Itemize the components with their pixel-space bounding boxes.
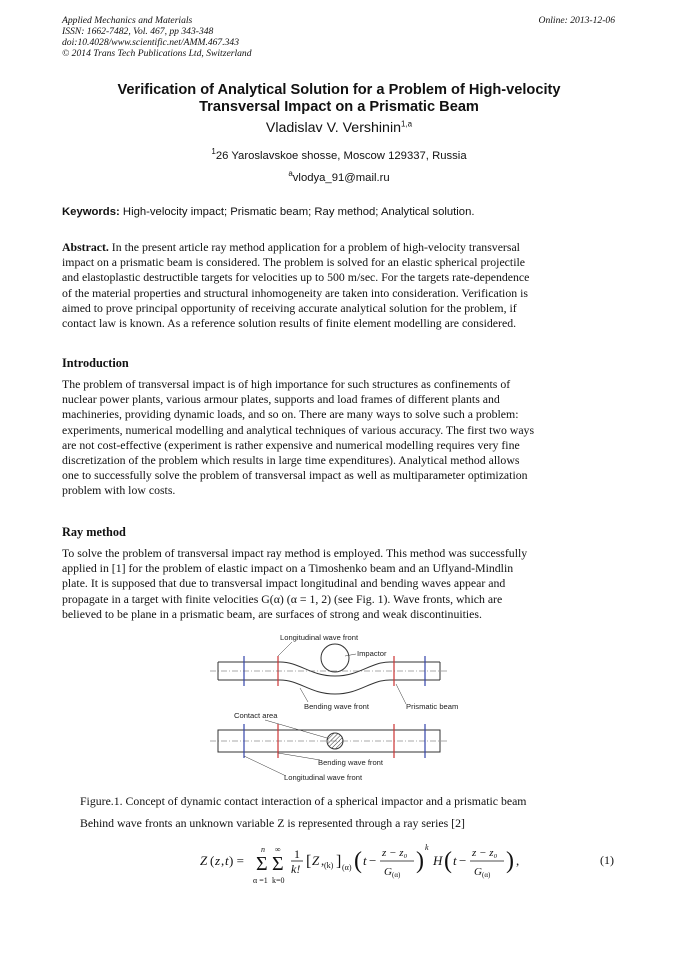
svg-text:z: z [215,853,221,868]
svg-text:Σ: Σ [256,853,268,875]
introduction-heading: Introduction [62,356,129,370]
svg-text:t: t [453,853,457,868]
affil-sup-a: a [288,169,293,179]
svg-text:1: 1 [294,847,300,861]
svg-text:k!: k! [291,862,301,876]
svg-text:z − z₀: z − z₀ [472,847,498,859]
svg-text:,: , [321,853,325,868]
svg-text:Z: Z [312,853,320,868]
svg-text:α =1: α =1 [253,876,268,885]
svg-text:(: ( [210,853,215,868]
top-beam [210,644,448,694]
svg-text:G: G [474,866,482,878]
svg-text:(α): (α) [342,863,352,872]
intro-line: machineries, providing dynamic loads, and so on. There are many ways to solve such a problem: [62,407,519,422]
abstract-line: contact law is known. As a reference solution results of finite element modelling are considered. [62,316,517,331]
ray-line: believed to be plane in a prismatic beam, are surfaces of strong and weak discontinuities. [62,606,482,621]
ray-line: To solve the problem of transversal impact ray method is employed. This method was successfully [62,546,528,560]
svg-text:(α): (α) [392,871,401,879]
journal-header [62,15,252,59]
label-prismatic-beam: Prismatic beam [406,702,459,711]
affiliation-address: 26 Yaroslavskoe shosse, Moscow 129337, Russia [215,150,467,162]
ray-line: plate. It is supposed that due to transversal impact longitudinal and bending waves appear and [62,576,506,591]
svg-text:Z: Z [200,853,208,868]
svg-text:]: ] [336,853,342,870]
svg-text:k=0: k=0 [272,876,285,885]
abstract-label: Abstract. [62,240,109,254]
svg-text:(α): (α) [482,871,491,879]
abstract-line: of the material properties and structural inhomogeneity are taken into consideration. Verification is [62,285,528,300]
svg-text:) =: ) = [229,853,244,868]
svg-text:): ) [416,848,424,874]
copyright-line: © 2014 Trans Tech Publications Ltd, Switzerland [62,48,252,59]
ray-method-heading: Ray method [62,525,126,539]
keywords [62,206,475,218]
keywords-label: Keywords: [62,206,120,218]
abstract-line: and elastoplastic destructible targets for velocities up to 500 m/sec. For the targets rate-dependence [62,270,530,285]
contact-area-circle [327,733,343,749]
intro-line: nuclear power plants, various armour plates, supports and load frames of different plants and [62,392,500,407]
label-impactor: Impactor [357,649,387,658]
svg-text:[: [ [306,853,312,870]
equation-number: (1) [600,853,614,867]
svg-text:−: − [369,853,377,868]
svg-text:−: − [459,853,467,868]
label-longitudinal-bottom: Longitudinal wave front [284,773,363,782]
svg-text:G: G [384,866,392,878]
label-bending-top: Bending wave front [304,702,370,711]
intro-line: discretization of the problem which results in large time expenditures). Analytical method allows [62,453,520,468]
svg-text:z − z₀: z − z₀ [382,847,408,859]
svg-text:(k): (k) [324,861,334,870]
svg-text:n: n [261,845,265,854]
introduction-body [62,377,614,499]
journal-name: Applied Mechanics and Materials [62,15,193,26]
abstract-line: aimed to prove principal opportunity of receiving accurate analytical solution for the problem, if [62,300,517,315]
svg-text:t: t [225,853,229,868]
author-name: Vladislav V. Vershinin [265,120,401,136]
affiliation-email-line [60,169,618,184]
intro-line: The problem of transversal impact is of high importance for such structures as confinements of [62,377,511,391]
author-email[interactable]: vlodya_91@mail.ru [292,172,390,184]
title-line-1: Verification of Analytical Solution for a Problem of High-velocity [117,82,561,98]
figure-caption: Figure.1. Concept of dynamic contact interaction of a spherical impactor and a prismatic beam [80,794,527,808]
svg-text:,: , [516,853,520,868]
svg-text:(: ( [354,848,362,874]
intro-line: experiments, numerical modelling and analytical techniques of various accuracy. The first two ways [62,422,535,437]
paper-title [60,82,618,116]
intro-line: one to successfully solve the problem of transversal impact as well as multiparameter optimization [62,468,528,483]
label-contact-area: Contact area [234,711,278,720]
label-bending-bottom: Bending wave front [318,758,384,767]
affiliation-address-line [60,147,618,162]
ray-method-body [62,546,614,622]
author-line [60,120,618,136]
intro-line: are not cost-effective (experiment is rather expensive and numerical modelling requires very fine [62,437,520,452]
svg-text:H: H [433,853,443,868]
affil-sup-1: 1 [211,147,216,157]
abstract-line: In the present article ray method application for a problem of high-velocity transversal [108,240,520,254]
svg-text:∞: ∞ [275,845,281,854]
abstract-line: impact on a prismatic beam is considered. The problem is solved for an elastic spherical projectile [62,255,525,270]
title-line-2: Transversal Impact on a Prismatic Beam [199,99,479,115]
keywords-text: High-velocity impact; Prismatic beam; Ray method; Analytical solution. [119,206,475,218]
bottom-beam [210,724,448,758]
svg-text:): ) [506,848,514,874]
svg-text:,: , [221,853,225,868]
svg-text:Σ: Σ [272,853,284,875]
ray-series-intro: Behind wave fronts an unknown variable Z is represented through a ray series [2] [80,816,465,830]
equation-1 [200,840,540,890]
ray-line: propagate in a target with finite velocities G(α) (α = 1, 2) (see Fig. 1). Wave fronts, which are [62,591,503,606]
label-longitudinal-top: Longitudinal wave front [280,633,359,642]
issn-line: ISSN: 1662-7482, Vol. 467, pp 343-348 [62,26,214,37]
svg-text:(: ( [444,848,452,874]
author-sup: 1,a [401,119,413,129]
online-date: Online: 2013-12-06 [538,15,615,26]
doi-line: doi:10.4028/www.scientific.net/AMM.467.343 [62,37,240,48]
impactor-circle [321,644,349,672]
abstract [62,240,614,331]
svg-text:t: t [363,853,367,868]
figure-1-diagram [210,632,460,787]
ray-line: applied in [1] for the problem of elastic impact on a Timoshenko beam and an Uflyand-Mindlin [62,561,514,576]
intro-line: problem with low costs. [62,483,176,498]
svg-text:k: k [425,843,429,852]
